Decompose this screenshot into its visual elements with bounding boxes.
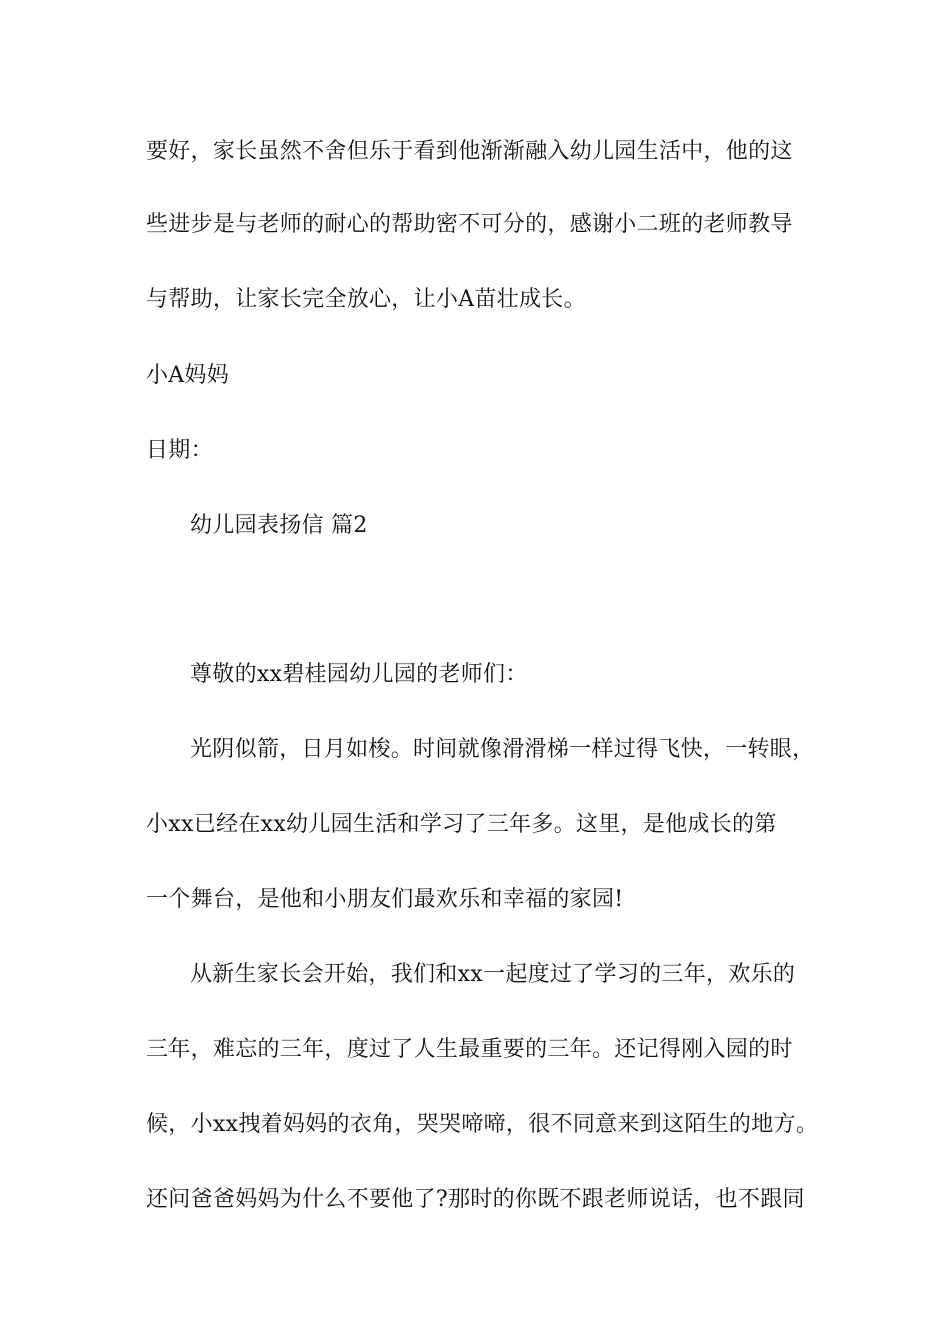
paragraph-line: 还问爸爸妈妈为什么不要他了?那时的你既不跟老师说话，也不跟同 (146, 1187, 805, 1212)
date-line: 日期： (146, 438, 213, 463)
signature-line: 小A妈妈 (146, 363, 230, 388)
section-heading: 幼儿园表扬信 篇2 (190, 513, 368, 538)
paragraph-line: 与帮助，让家长完全放心，让小A苗壮成长。 (146, 287, 586, 312)
paragraph-line: 从新生家长会开始，我们和xx一起度过了学习的三年，欢乐的 (190, 962, 796, 987)
paragraph-line: 光阴似箭，日月如梭。时间就像滑滑梯一样过得飞快，一转眼， (190, 737, 815, 762)
paragraph-line: 三年，难忘的三年，度过了人生最重要的三年。还记得刚入园的时 (146, 1037, 793, 1062)
salutation-line: 尊敬的xx碧桂园幼儿园的老师们： (190, 662, 528, 687)
paragraph-line: 候，小xx拽着妈妈的衣角，哭哭啼啼，很不同意来到这陌生的地方。 (146, 1112, 819, 1137)
paragraph-line: 小xx已经在xx幼儿园生活和学习了三年多。这里，是他成长的第 (146, 812, 777, 837)
paragraph-line: 些进步是与老师的耐心的帮助密不可分的，感谢小二班的老师教导 (146, 212, 793, 237)
paragraph-line: 要好，家长虽然不舍但乐于看到他渐渐融入幼儿园生活中，他的这 (146, 139, 793, 164)
paragraph-line: 一个舞台，是他和小朋友们最欢乐和幸福的家园! (146, 887, 624, 912)
